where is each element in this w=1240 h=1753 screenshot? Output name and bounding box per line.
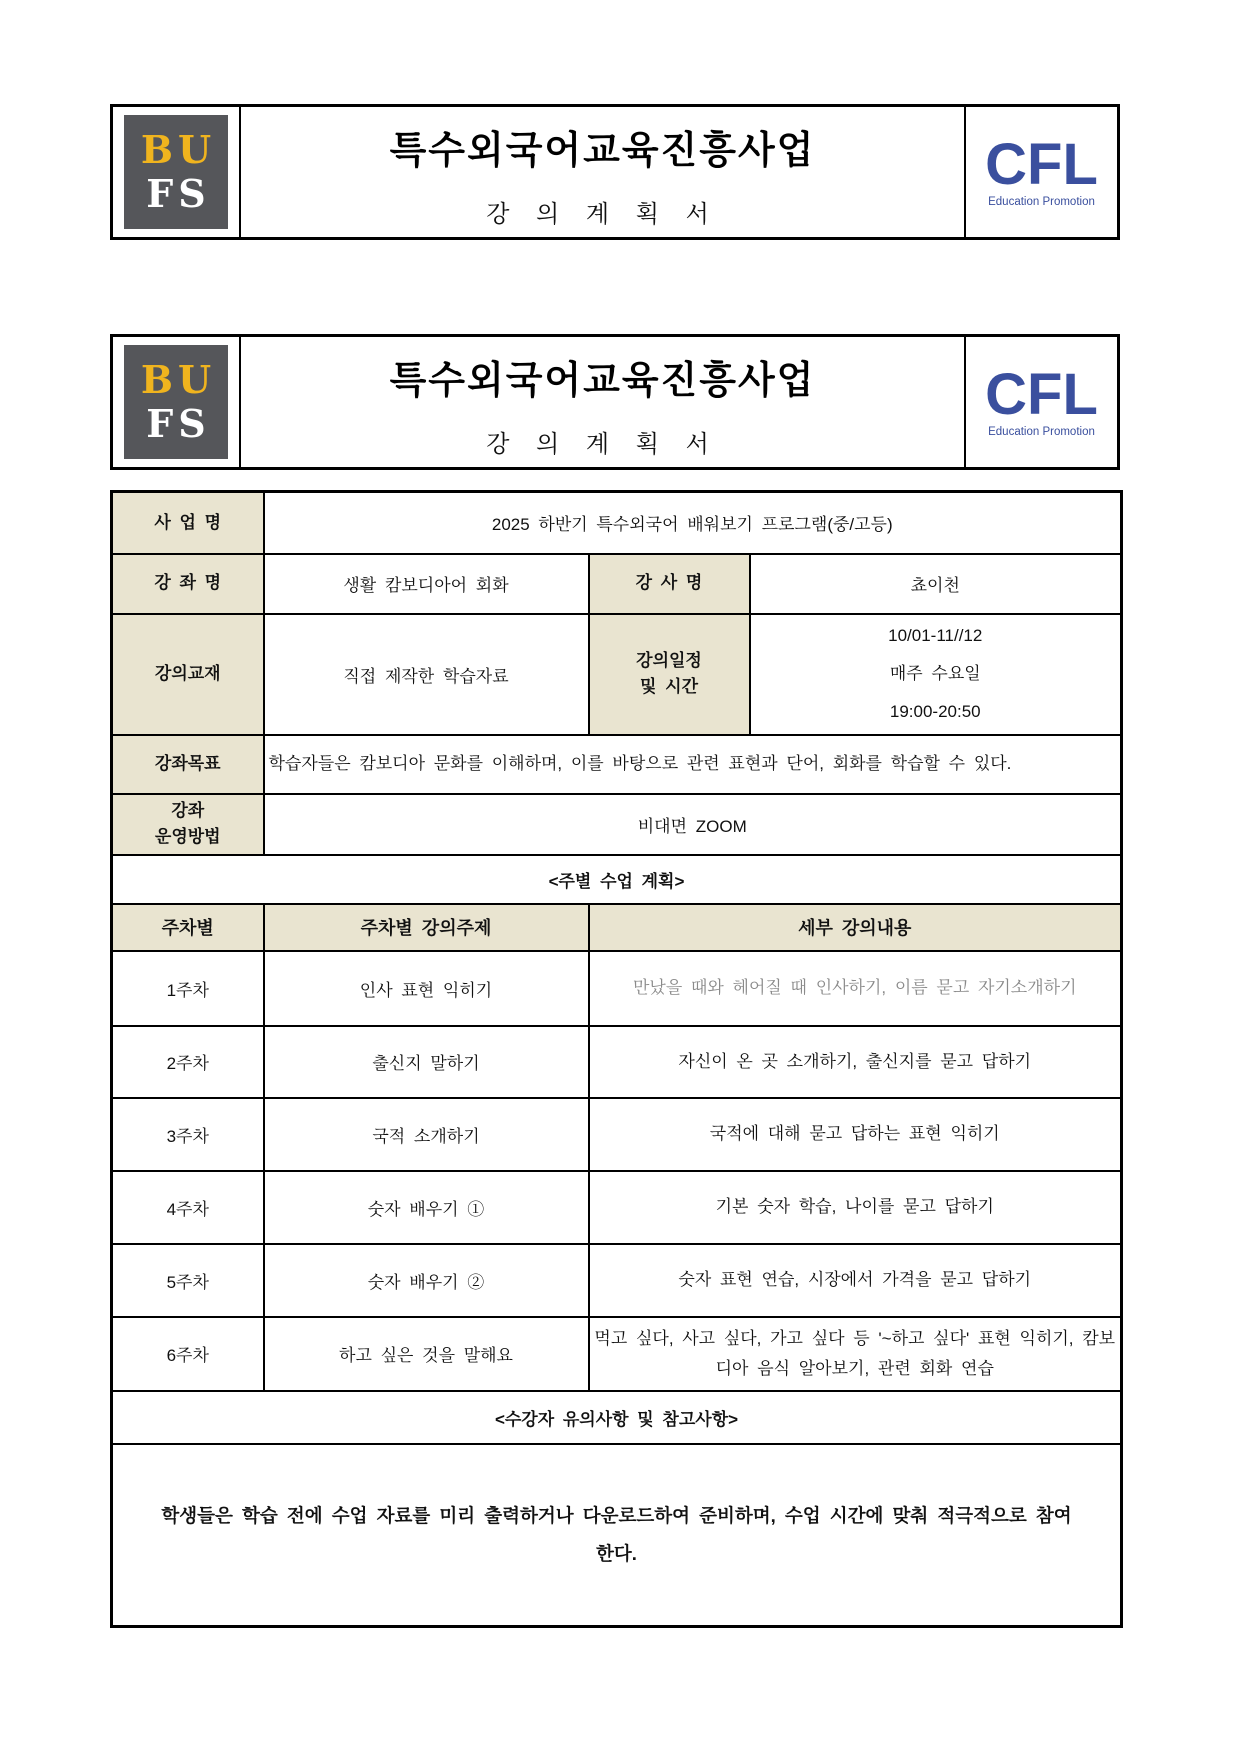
cfl-logo-caption: Education Promotion [988, 196, 1095, 208]
week-detail: 먹고 싶다, 사고 싶다, 가고 싶다 등 '~하고 싶다' 표현 익히기, 캄보디아 음식 알아보기, 관련 회화 연습 [589, 1317, 1122, 1391]
cfl-logo-cell [964, 337, 1117, 467]
goal-value: 학습자들은 캄보디아 문화를 이해하며, 이를 바탕으로 관련 표현과 단어, 회화를 학습할 수 있다. [264, 735, 1122, 794]
material-label: 강의교재 [112, 614, 264, 735]
week-detail: 자신이 온 곳 소개하기, 출신지를 묻고 답하기 [589, 1026, 1122, 1098]
bufs-logo-line2: FS [146, 401, 211, 446]
syllabus-table [110, 490, 1123, 1628]
schedule-label [589, 614, 750, 735]
week-number: 4주차 [112, 1171, 264, 1244]
week-number: 5주차 [112, 1244, 264, 1317]
method-label-line2: 운영방법 [154, 827, 221, 846]
document-title: 특수외국어교육진흥사업 [389, 130, 816, 172]
business-label: 사 업 명 [112, 492, 264, 554]
row-notice-section-title [112, 1391, 1122, 1444]
row-method [112, 794, 1122, 855]
schedule-label-line1: 강의일정 [636, 650, 702, 670]
row-course-instructor [112, 554, 1122, 614]
weekly-section-title: <주별 수업 계획> [112, 855, 1122, 904]
week-number: 3주차 [112, 1098, 264, 1171]
cfl-logo: CFL [985, 132, 1098, 197]
bufs-logo-cell [113, 337, 241, 467]
table-row-week-6 [112, 1317, 1122, 1391]
week-topic: 인사 표현 익히기 [264, 951, 589, 1026]
course-label: 강 좌 명 [112, 554, 264, 614]
week-topic: 국적 소개하기 [264, 1098, 589, 1171]
method-label-line1: 강좌 [171, 800, 205, 820]
row-business [112, 492, 1122, 554]
bufs-logo-line1: BU [140, 357, 217, 403]
header-block-1 [110, 104, 1120, 240]
business-value: 2025 하반기 특수외국어 배워보기 프로그램(중/고등) [264, 492, 1122, 554]
schedule-day: 매주 수요일 [889, 664, 981, 683]
schedule-time: 19:00-20:50 [889, 702, 981, 721]
col-header-detail: 세부 강의내용 [589, 904, 1122, 951]
table-row-week-1 [112, 951, 1122, 1026]
document-subtitle: 강 의 계 획 서 [486, 201, 719, 228]
bufs-logo [124, 345, 228, 459]
week-detail: 숫자 표현 연습, 시장에서 가격을 묻고 답하기 [589, 1244, 1122, 1317]
table-row-week-3 [112, 1098, 1122, 1171]
bufs-logo [124, 115, 228, 229]
instructor-label: 강 사 명 [589, 554, 750, 614]
notice-section-title: <수강자 유의사항 및 참고사항> [112, 1391, 1122, 1444]
material-value: 직접 제작한 학습자료 [264, 614, 589, 735]
week-detail: 국적에 대해 묻고 답하는 표현 익히기 [589, 1098, 1122, 1171]
row-goal [112, 735, 1122, 794]
method-label [112, 794, 264, 855]
col-header-topic: 주차별 강의주제 [264, 904, 589, 951]
bufs-logo-cell [113, 107, 241, 237]
method-value: 비대면 ZOOM [264, 794, 1122, 855]
cfl-logo-caption: Education Promotion [988, 426, 1095, 438]
header-title-cell [241, 337, 964, 467]
header-block-2 [110, 334, 1120, 470]
cfl-logo-cell [964, 107, 1117, 237]
col-header-week: 주차별 [112, 904, 264, 951]
week-number: 6주차 [112, 1317, 264, 1391]
schedule-label-line2: 및 시간 [640, 677, 698, 696]
week-topic: 하고 싶은 것을 말해요 [264, 1317, 589, 1391]
week-topic: 숫자 배우기 ① [264, 1171, 589, 1244]
bufs-logo-line2: FS [146, 171, 211, 216]
week-number: 2주차 [112, 1026, 264, 1098]
table-row-week-2 [112, 1026, 1122, 1098]
week-number: 1주차 [112, 951, 264, 1026]
cfl-logo: CFL [985, 362, 1098, 427]
bufs-logo-line1: BU [140, 127, 217, 173]
week-topic: 숫자 배우기 ② [264, 1244, 589, 1317]
table-row-week-5 [112, 1244, 1122, 1317]
week-detail: 기본 숫자 학습, 나이를 묻고 답하기 [589, 1171, 1122, 1244]
document-title: 특수외국어교육진흥사업 [389, 360, 816, 402]
row-notice-body [112, 1444, 1122, 1627]
document-subtitle: 강 의 계 획 서 [486, 431, 719, 458]
notice-body-cell [112, 1444, 1122, 1627]
notice-body: 학생들은 학습 전에 수업 자료를 미리 출력하거나 다운로드하여 준비하며, 수업 시간에 맞춰 적극적으로 참여한다. [161, 1504, 1072, 1564]
week-detail: 만났을 때와 헤어질 때 인사하기, 이름 묻고 자기소개하기 [589, 951, 1122, 1026]
course-value: 생활 캄보디아어 회화 [264, 554, 589, 614]
schedule-dates: 10/01-11//12 [888, 626, 983, 645]
header-title-cell [241, 107, 964, 237]
weekly-header-row [112, 904, 1122, 951]
week-topic: 출신지 말하기 [264, 1026, 589, 1098]
table-row-week-4 [112, 1171, 1122, 1244]
row-material-schedule [112, 614, 1122, 735]
goal-label: 강좌목표 [112, 735, 264, 794]
instructor-value: 쵸이천 [750, 554, 1122, 614]
row-weekly-section-title [112, 855, 1122, 904]
schedule-value [750, 614, 1122, 735]
